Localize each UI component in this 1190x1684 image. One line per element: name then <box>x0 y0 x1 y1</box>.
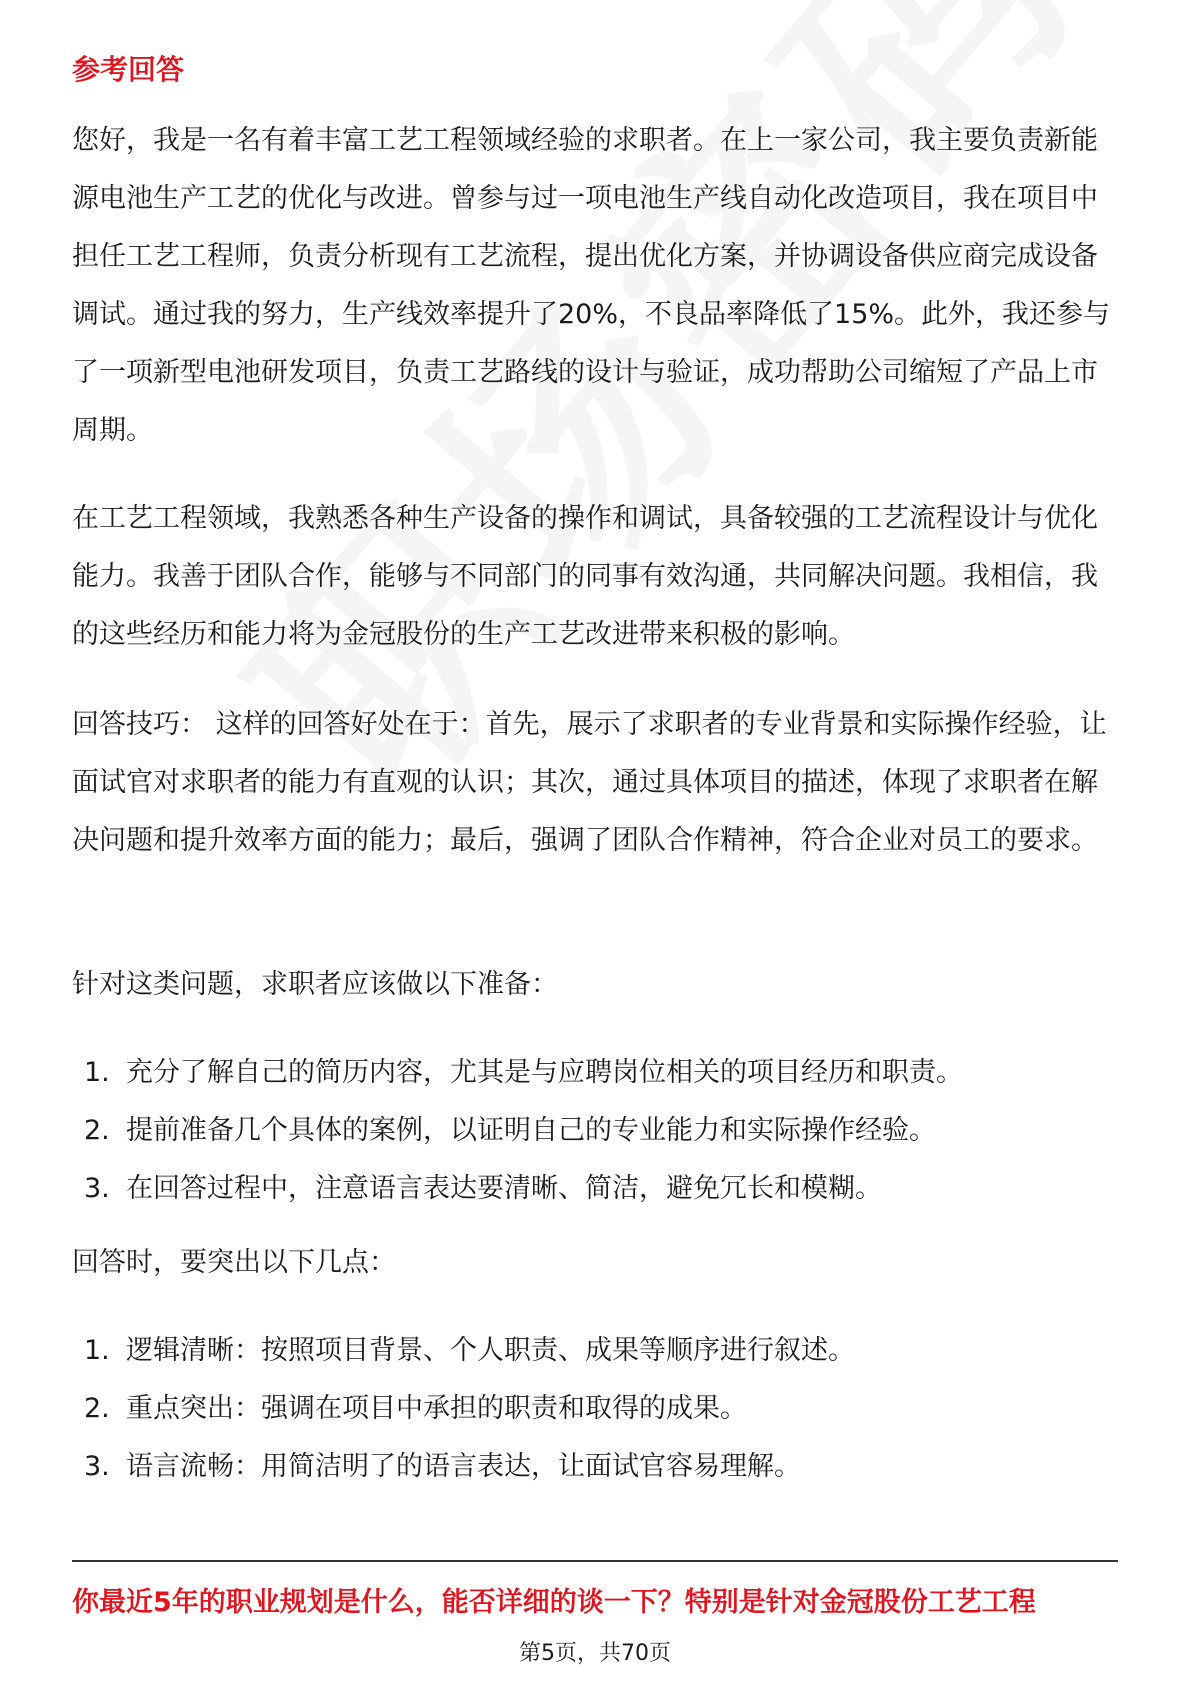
list-item: 1. 逻辑清晰：按照项目背景、个人职责、成果等顺序进行叙述。 <box>84 1335 855 1366</box>
preparation-intro: 针对这类问题，求职者应该做以下准备： <box>72 969 558 1000</box>
answer-paragraph-intro: 您好，我是一名有着丰富工艺工程领域经验的求职者。在上一家公司，我主要负责新能源电池生产工艺的优化与改进。曾参与过一项电池生产线自动化改造项目，我在项目中担任工艺工程师，负责分析现有工艺流程，提出优化方案，并协调设备供应商完成设备调试。通过我的努力，生产线效率提升了20%，不良品率降低了15%。此外，我还参与了一项新型电池研发项目，负责工艺路线的设计与验证，成功帮助公司缩短了产品上市周期。 <box>72 125 1111 446</box>
list-item: 2. 重点突出：强调在项目中承担的职责和取得的成果。 <box>84 1393 747 1424</box>
key-points-intro: 回答时，要突出以下几点： <box>72 1247 396 1278</box>
preparation-list <box>84 1044 963 1218</box>
list-item: 3. 语言流畅：用简洁明了的语言表达，让面试官容易理解。 <box>84 1451 801 1482</box>
answer-tips-paragraph: 回答技巧： 这样的回答好处在于：首先，展示了求职者的专业背景和实际操作经验，让面试官对求职者的能力有直观的认识；其次，通过具体项目的描述，体现了求职者在解决问题和提升效率方面的能力；最后，强调了团队合作精神，符合企业对员工的要求。 <box>72 709 1107 856</box>
list-item: 2. 提前准备几个具体的案例，以证明自己的专业能力和实际操作经验。 <box>84 1115 936 1146</box>
next-question: 你最近5年的职业规划是什么，能否详细的谈一下？特别是针对金冠股份工艺工程 <box>72 1587 1036 1618</box>
list-item: 3. 在回答过程中，注意语言表达要清晰、简洁，避免冗长和模糊。 <box>84 1173 882 1204</box>
section-heading: 参考回答 <box>72 53 185 86</box>
answer-paragraph-skills: 在工艺工程领域，我熟悉各种生产设备的操作和调试，具备较强的工艺流程设计与优化能力。我善于团队合作，能够与不同部门的同事有效沟通，共同解决问题。我相信，我的这些经历和能力将为金冠股份的生产工艺改进带来积极的影响。 <box>72 503 1098 650</box>
divider <box>72 1560 1118 1562</box>
page-number: 第5页，共70页 <box>519 1641 671 1666</box>
list-item: 1. 充分了解自己的简历内容，尤其是与应聘岗位相关的项目经历和职责。 <box>84 1057 963 1088</box>
key-points-list <box>84 1322 855 1496</box>
